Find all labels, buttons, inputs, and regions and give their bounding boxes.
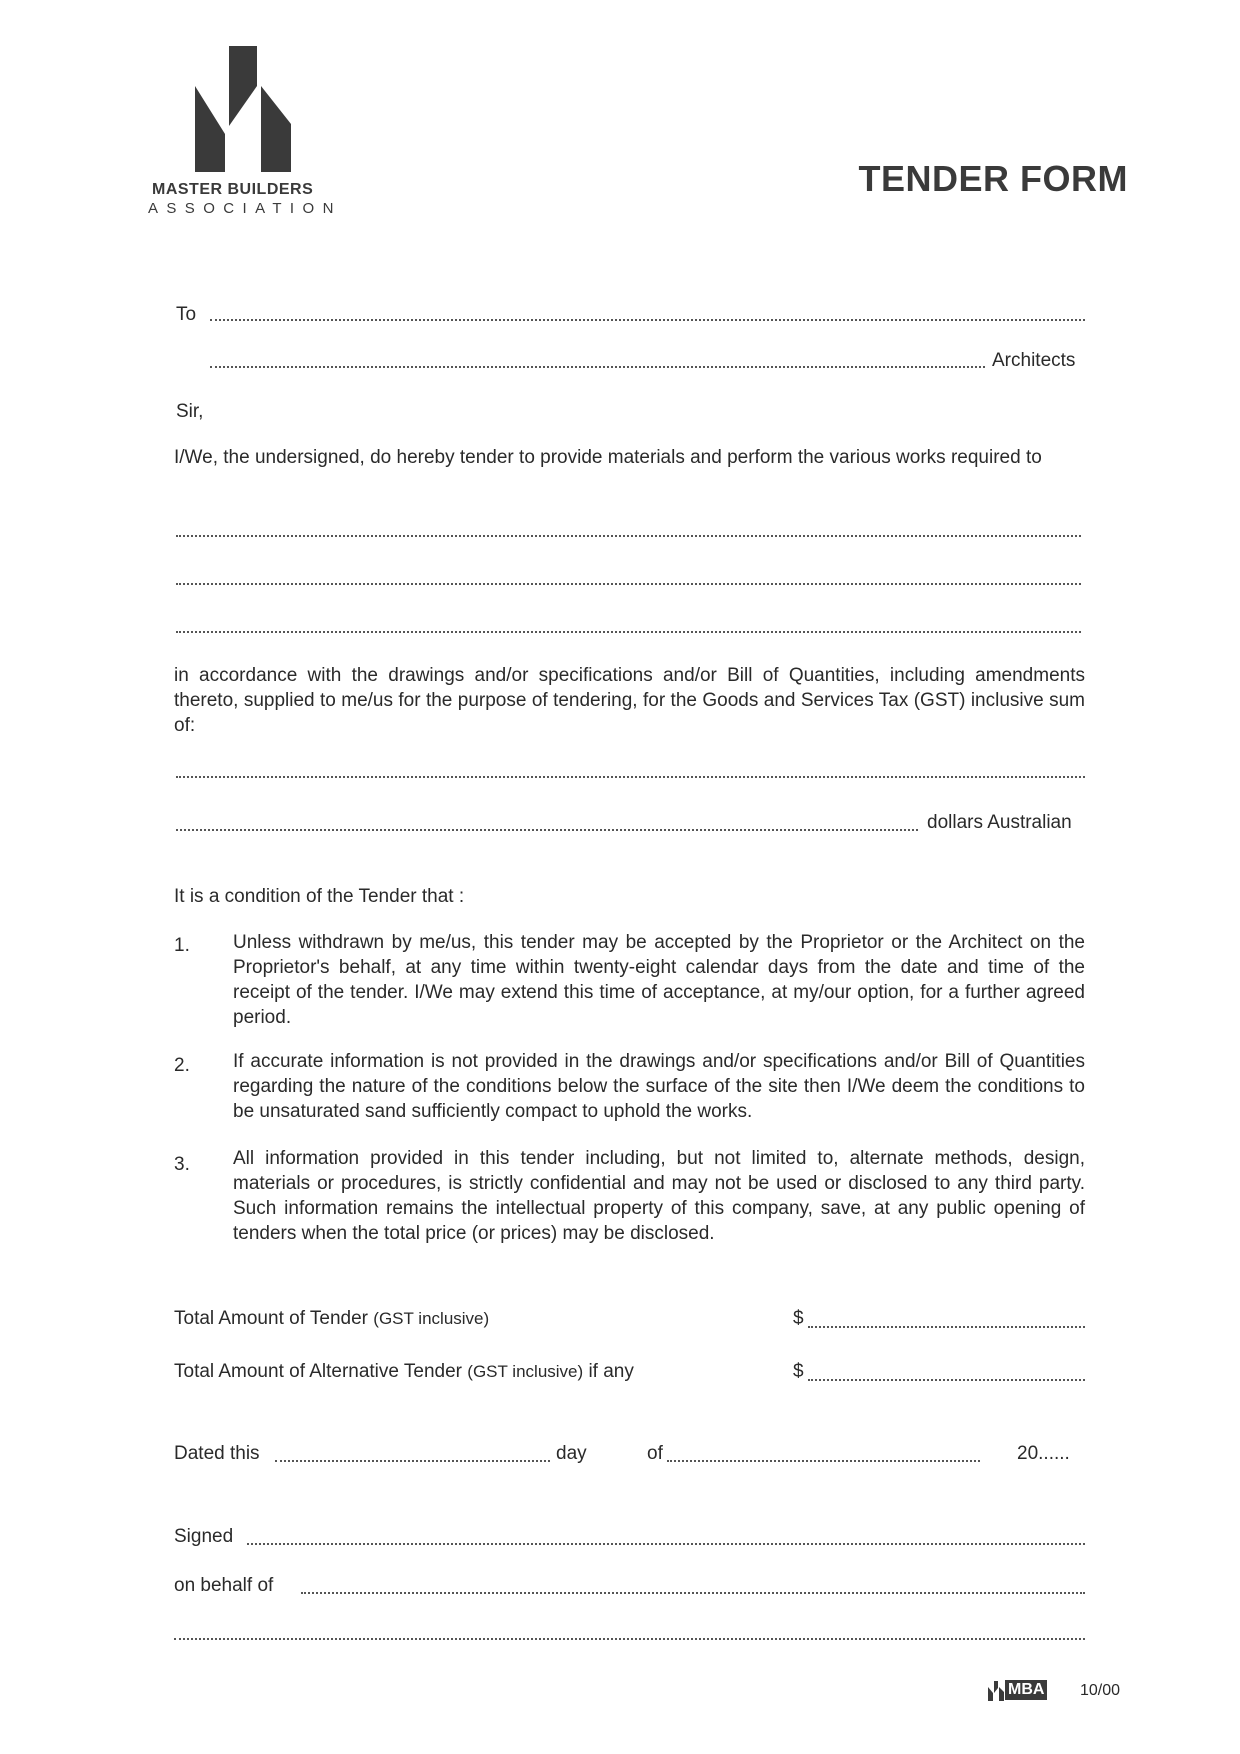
logo-name-line2: ASSOCIATION xyxy=(148,200,342,217)
on-behalf-label: on behalf of xyxy=(174,1575,274,1596)
condition-text: All information provided in this tender including, but not limited to, alternate methods, design, materials or procedures, is strictly confidential and may not be used or disclosed to any third party. Such information remains the intellectual property of this company, save, at any public opening of tenders when the total price (or prices) may be disclosed. xyxy=(233,1148,1085,1244)
works-field-line-3[interactable] xyxy=(176,631,1081,633)
condition-text: If accurate information is not provided in the drawings and/or specifications and/or Bill of Quantities regarding the nature of the conditions below the surface of the site then I/We deem the conditions to be unsaturated sand sufficiently compact to uphold the works. xyxy=(233,1051,1085,1122)
alt-tender-label xyxy=(174,1359,634,1384)
alt-tender-currency: $ xyxy=(793,1361,804,1382)
condition-number: 3. xyxy=(174,1154,190,1175)
dated-month-field[interactable] xyxy=(667,1460,980,1462)
condition-heading: It is a condition of the Tender that : xyxy=(174,886,465,907)
sum-field-line-1[interactable] xyxy=(176,776,1085,778)
alt-tender-field[interactable] xyxy=(808,1379,1085,1381)
year-field[interactable]: 20...... xyxy=(1017,1443,1070,1464)
alt-tender-gst: (GST inclusive) xyxy=(467,1362,584,1381)
currency-label: dollars Australian xyxy=(927,812,1072,833)
master-builders-logo-icon xyxy=(195,46,295,172)
signature-field[interactable] xyxy=(247,1543,1085,1545)
total-tender-label xyxy=(174,1306,489,1331)
alt-tender-suffix: if any xyxy=(588,1361,634,1382)
architects-label: Architects xyxy=(992,350,1076,371)
accordance-paragraph: in accordance with the drawings and/or specifications and/or Bill of Quantities, including amendments thereto, supplied to me/us for the purpose of tendering, for the Goods and Services Tax (GST) inclusive sum of: xyxy=(174,665,1085,736)
to-field[interactable] xyxy=(210,319,1085,321)
logo-name-line1: MASTER BUILDERS xyxy=(152,181,314,198)
on-behalf-field[interactable] xyxy=(301,1592,1085,1594)
salutation: Sir, xyxy=(176,401,204,422)
intro-paragraph: I/We, the undersigned, do hereby tender to provide materials and perform the various works required to xyxy=(174,447,1042,468)
total-tender-field[interactable] xyxy=(808,1326,1085,1328)
mba-mini-logo-icon xyxy=(988,1681,1004,1701)
signed-label: Signed xyxy=(174,1526,234,1547)
form-code: 10/00 xyxy=(1080,1682,1121,1699)
condition-number: 1. xyxy=(174,935,190,956)
to-label: To xyxy=(176,304,197,325)
total-tender-label-text: Total Amount of Tender xyxy=(174,1308,368,1329)
dated-day-field[interactable] xyxy=(275,1460,550,1462)
condition-number: 2. xyxy=(174,1055,190,1076)
on-behalf-field-line-2[interactable] xyxy=(174,1638,1085,1640)
mba-badge: MBA xyxy=(1005,1680,1047,1700)
page-title: TENDER FORM xyxy=(858,158,1128,199)
total-tender-currency: $ xyxy=(793,1308,804,1329)
total-tender-gst: (GST inclusive) xyxy=(373,1309,490,1328)
sum-field-line-2[interactable] xyxy=(176,829,918,831)
works-field-line-2[interactable] xyxy=(176,583,1081,585)
works-field-line-1[interactable] xyxy=(176,535,1081,537)
dated-label: Dated this xyxy=(174,1443,260,1464)
condition-text: Unless withdrawn by me/us, this tender may be accepted by the Proprietor or the Architect on the Proprietor's behalf, at any time within twenty-eight calendar days from the date and time of the receipt of the tender. I/We may extend this time of acceptance, at my/our option, for a further agreed period. xyxy=(233,932,1085,1028)
day-label: day xyxy=(556,1443,587,1464)
of-label: of xyxy=(647,1443,663,1464)
alt-tender-label-text: Total Amount of Alternative Tender xyxy=(174,1361,462,1382)
architect-name-field[interactable] xyxy=(210,366,985,368)
